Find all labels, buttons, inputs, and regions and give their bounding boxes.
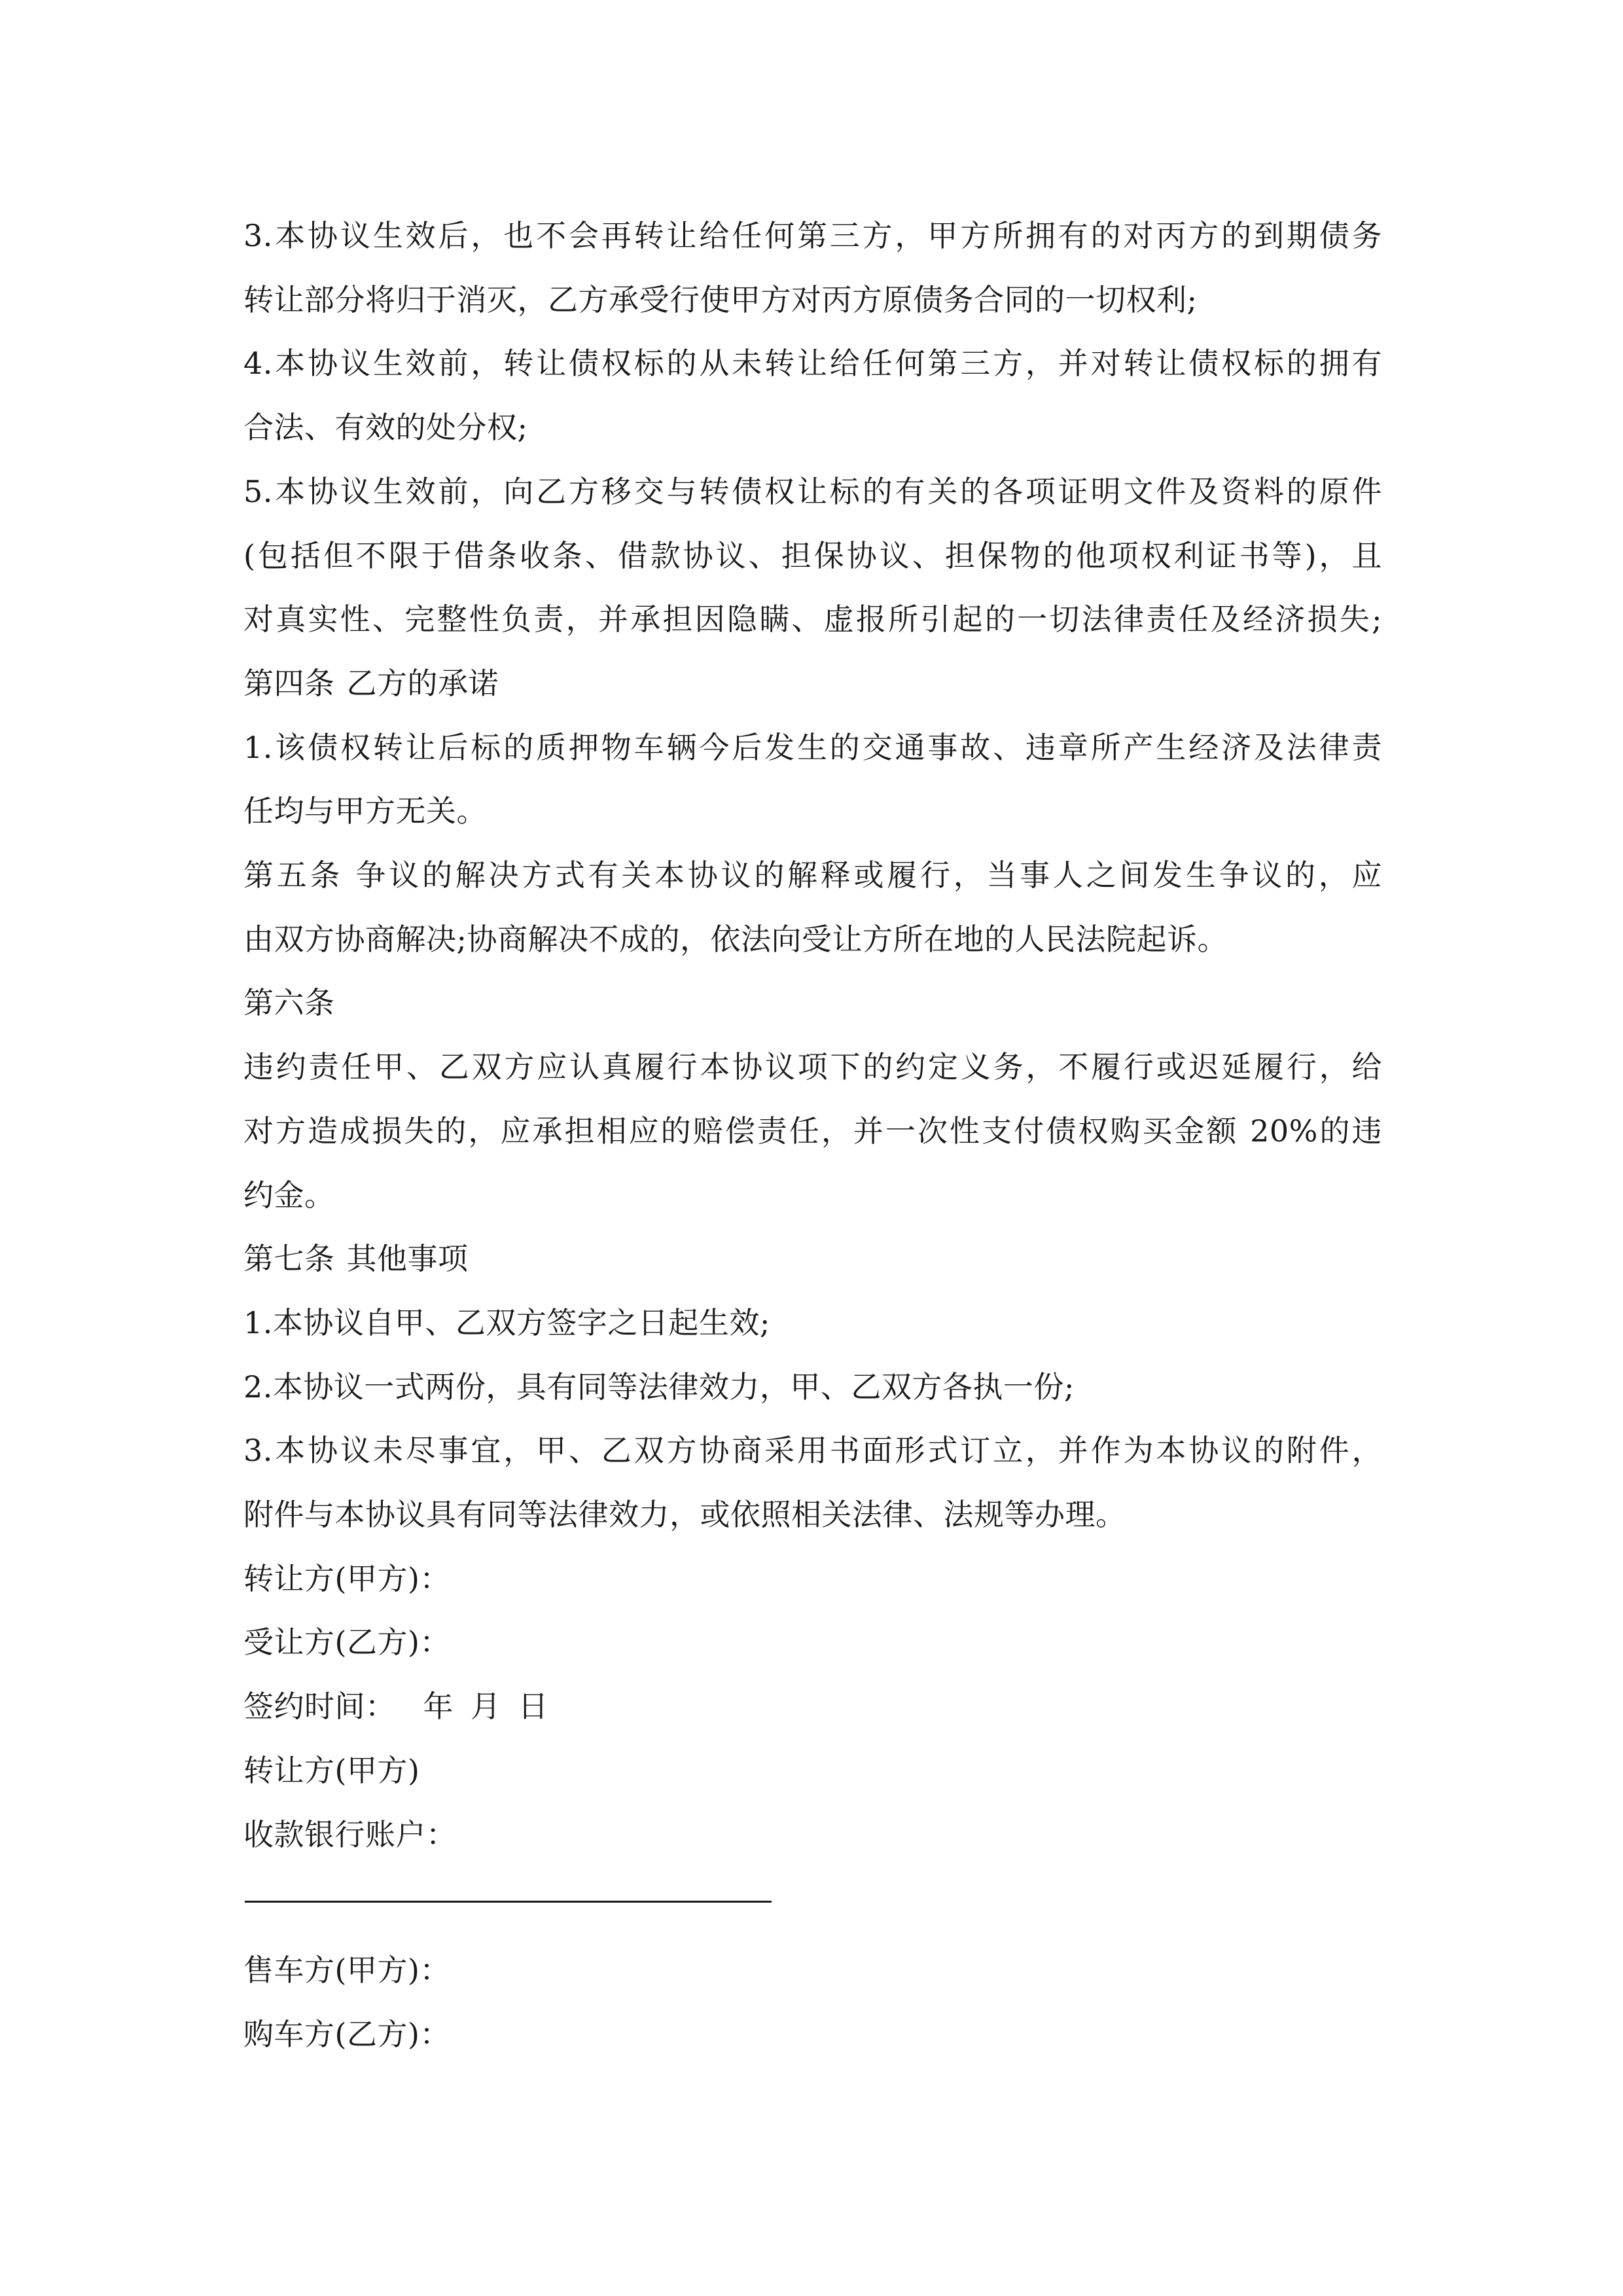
signature-date: [243, 1675, 1382, 1739]
article-7-item-2: 2.本协议一式两份，具有同等法律效力，甲、乙双方各执一份;: [243, 1369, 1075, 1405]
article-6-line-3: 约金。: [243, 1177, 335, 1213]
article-5-line-1: 第五条 争议的解决方式有关本协议的解释或履行，当事人之间发生争议的，应: [243, 857, 1382, 893]
article-4-title: 乙方的承诺: [346, 665, 499, 701]
clause-5-line-2: (包括但不限于借条收条、借款协议、担保协议、担保物的他项权利证书等)，且: [243, 537, 1382, 573]
article-7-item-3-line-2: 附件与本协议具有同等法律效力，或依照相关法律、法规等办理。: [243, 1497, 1126, 1533]
article-7-title: 其他事项: [346, 1241, 469, 1277]
clause-5-line-3: 对真实性、完整性负责，并承担因隐瞒、虚报所引起的一切法律责任及经济损失;: [243, 601, 1382, 637]
article-7-number: 第七条: [243, 1241, 335, 1277]
clause-4-line-1: 4.本协议生效前，转让债权标的从未转让给任何第三方，并对转让债权标的拥有: [243, 346, 1382, 382]
separator-rule: [245, 1901, 772, 1903]
sign-day: 日: [518, 1689, 548, 1725]
clause-3-line-1: 3.本协议生效后，也不会再转让给任何第三方，甲方所拥有的对丙方的到期债务: [243, 218, 1382, 253]
article-6-line-2: 对方造成损失的，应承担相应的赔偿责任，并一次性支付债权购买金额 20%的违: [243, 1113, 1382, 1149]
clause-3-line-2: 转让部分将归于消灭，乙方承受行使甲方对丙方原债务合同的一切权利;: [243, 281, 1198, 317]
seller-label: 售车方(甲方)：: [243, 1952, 450, 1988]
sign-month: 月: [471, 1689, 501, 1725]
article-6-heading: 第六条: [243, 985, 335, 1021]
article-7-item-3-line-1: 3.本协议未尽事宜，甲、乙双方协商采用书面形式订立，并作为本协议的附件，: [243, 1433, 1382, 1469]
signature-transferee: 受让方(乙方)：: [243, 1624, 450, 1660]
sign-time-label: 签约时间：: [243, 1689, 396, 1725]
sign-year: 年: [423, 1689, 454, 1725]
clause-4-line-2: 合法、有效的处分权;: [243, 410, 528, 446]
clause-5-line-1: 5.本协议生效前，向乙方移交与转债权让标的有关的各项证明文件及资料的原件: [243, 473, 1382, 509]
article-6-line-1: 违约责任甲、乙双方应认真履行本协议项下的约定义务，不履行或迟延履行，给: [243, 1049, 1382, 1085]
article-4-number: 第四条: [243, 665, 335, 701]
document-body: [243, 204, 1382, 2066]
signature-transferor: 转让方(甲方)：: [243, 1560, 450, 1596]
bank-account-label: 收款银行账户：: [243, 1816, 457, 1852]
signature-transferor-2: 转让方(甲方): [243, 1752, 420, 1788]
buyer-label: 购车方(乙方)：: [243, 2016, 450, 2052]
separator-line: [243, 1867, 1382, 1931]
article-5-line-2: 由双方协商解决;协商解决不成的，依法向受让方所在地的人民法院起诉。: [243, 921, 1228, 957]
article-4-heading: [243, 652, 1382, 716]
article-7-item-1: 1.本协议自甲、乙双方签字之日起生效;: [243, 1304, 770, 1340]
article-4-item-1-line-1: 1.该债权转让后标的质押物车辆今后发生的交通事故、违章所产生经济及法律责: [243, 729, 1382, 765]
article-4-item-1-line-2: 任均与甲方无关。: [243, 793, 487, 829]
article-7-heading: [243, 1227, 1382, 1291]
